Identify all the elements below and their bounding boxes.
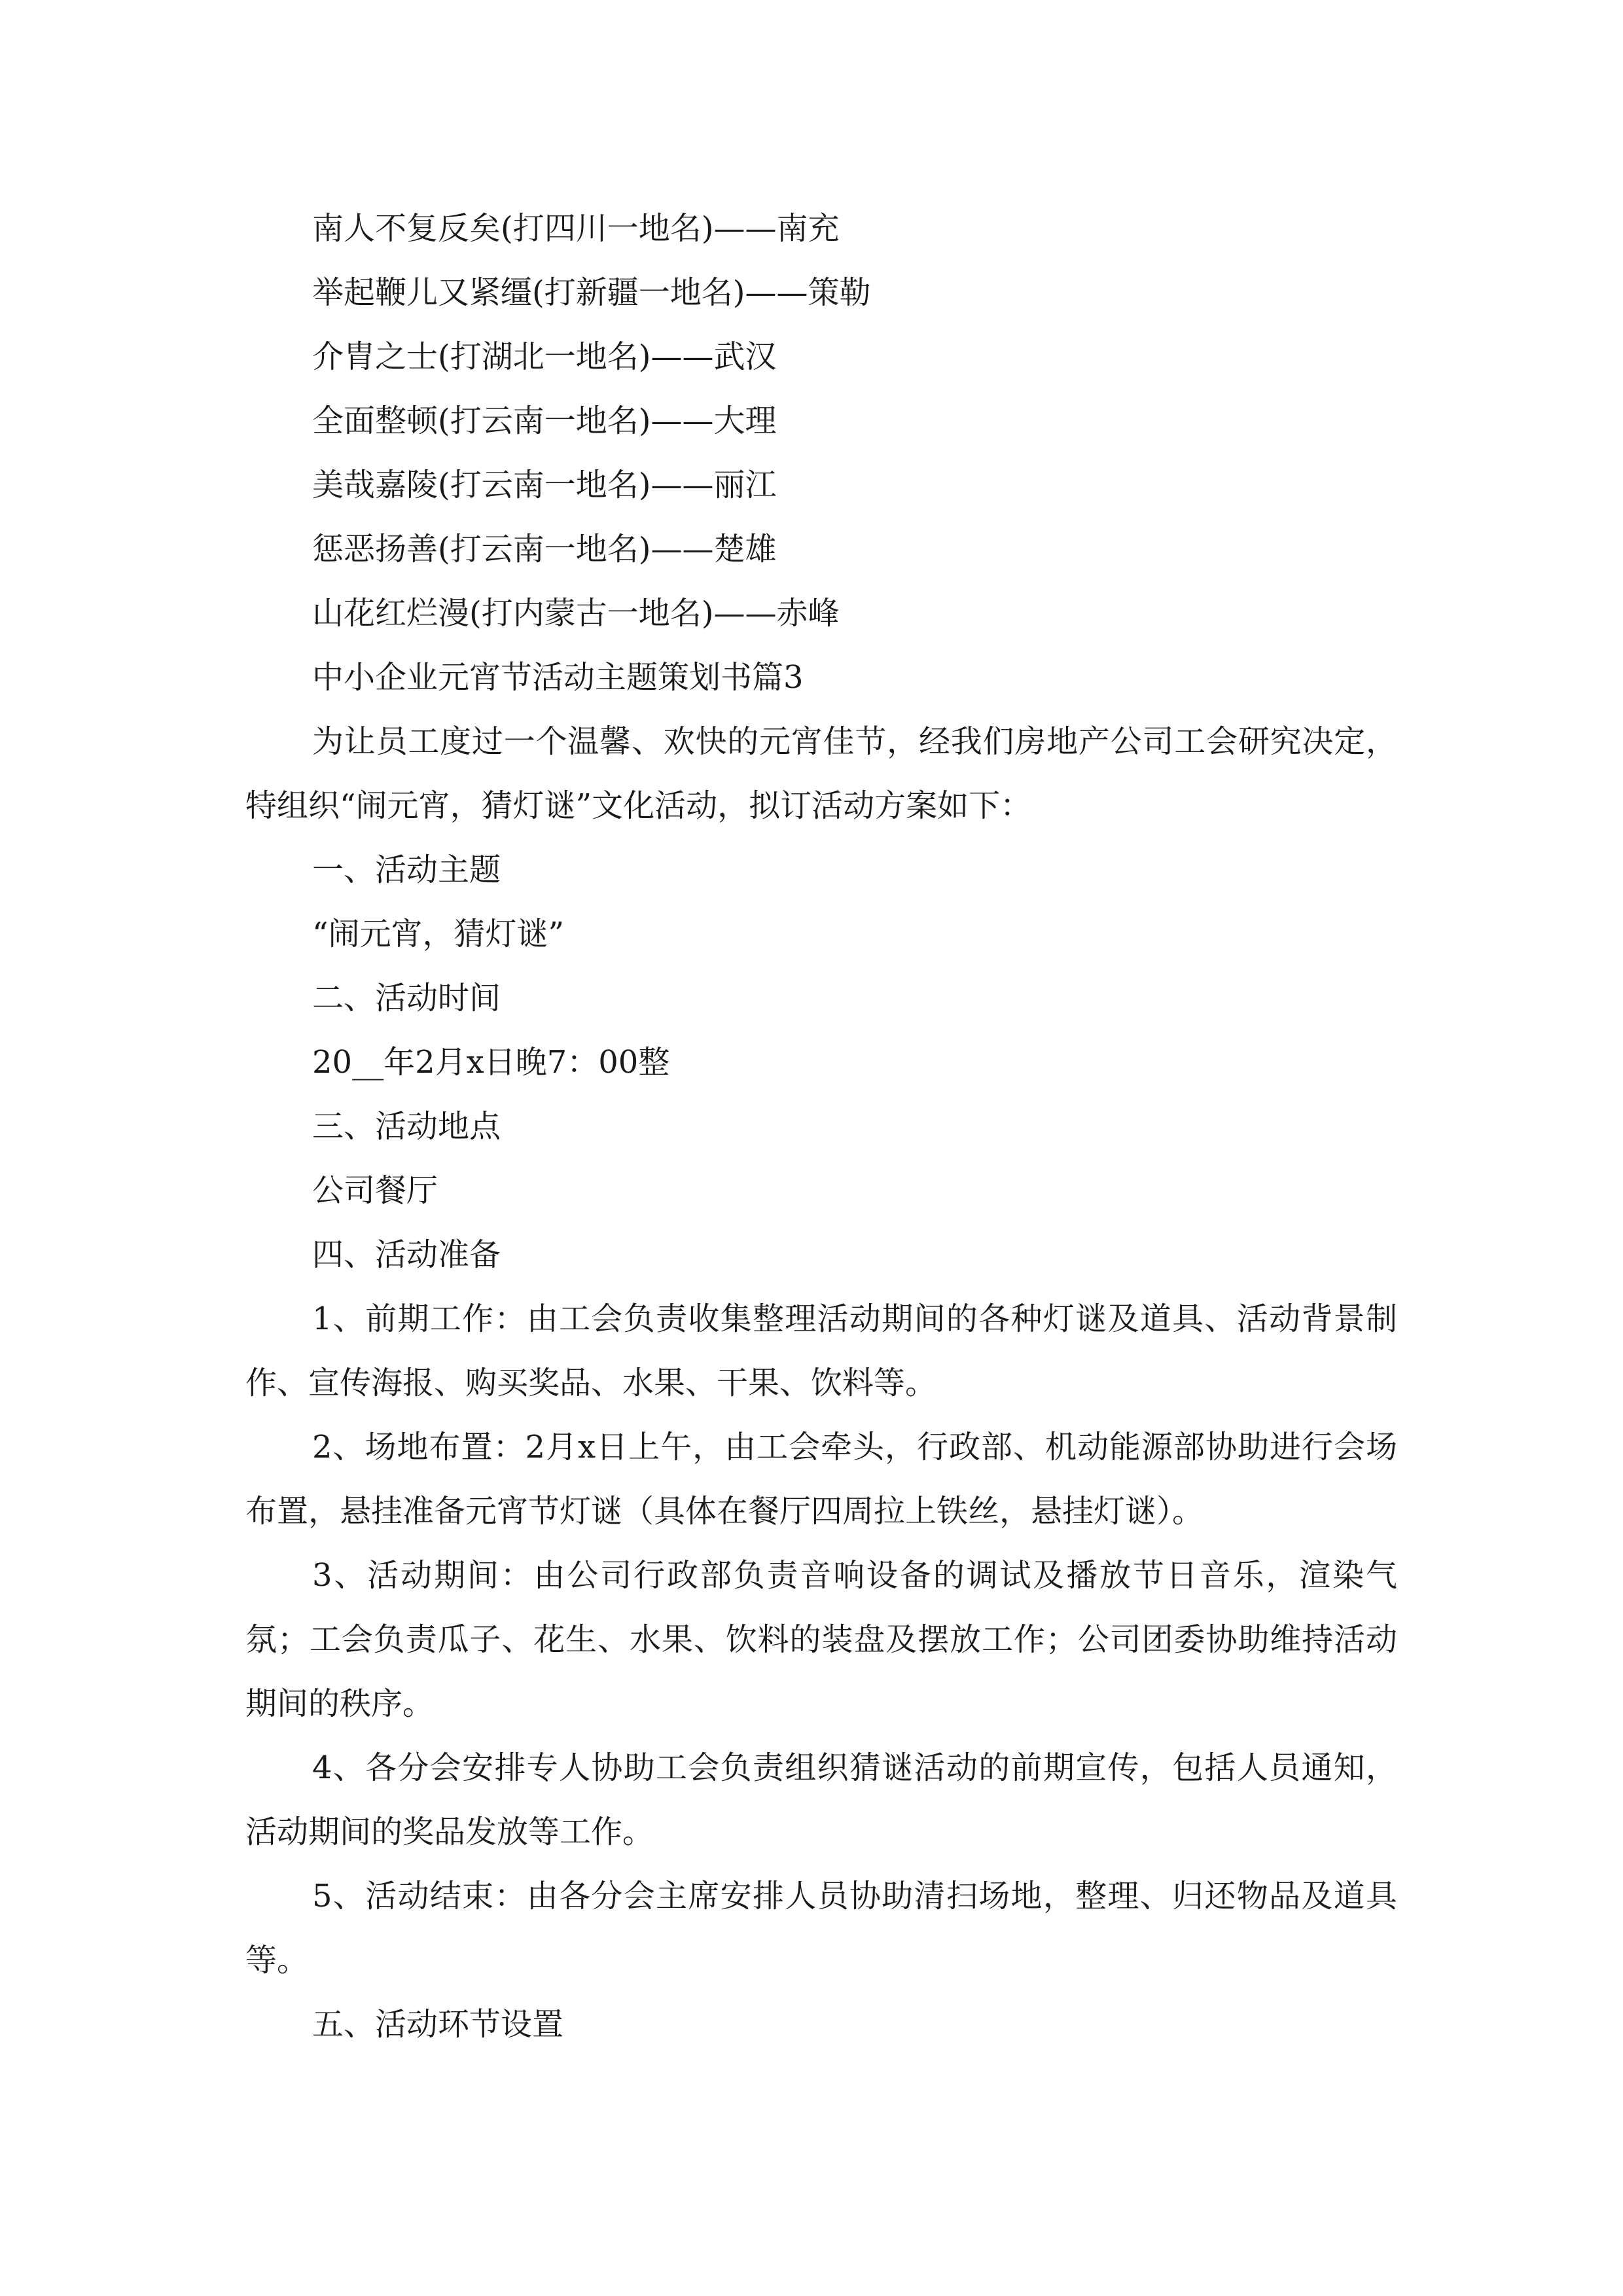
prep-heading: 四、活动准备 [312, 1236, 501, 1273]
prep-item: 1、前期工作：由工会负责收集整理活动期间的各种灯谜及道具、活动背景制作、宣传海报、购买奖品、水果、干果、饮料等。 [245, 1300, 1397, 1401]
theme-heading: 一、活动主题 [312, 852, 501, 888]
setup-heading: 五、活动环节设置 [312, 2006, 564, 2043]
riddle-line: 南人不复反矣(打四川一地名)——南充 [312, 210, 840, 247]
riddle-line: 美哉嘉陵(打云南一地名)——丽江 [312, 467, 777, 503]
section-title: 中小企业元宵节活动主题策划书篇3 [312, 659, 804, 696]
riddle-line: 惩恶扬善(打云南一地名)——楚雄 [312, 531, 777, 567]
time-heading: 二、活动时间 [312, 980, 501, 1016]
riddle-line: 举起鞭儿又紧缰(打新疆一地名)——策勒 [312, 274, 871, 311]
time-value: 20__年2月x日晚7：00整 [312, 1044, 670, 1081]
intro-paragraph: 为让员工度过一个温馨、欢快的元宵佳节，经我们房地产公司工会研究决定，特组织“闹元宵，猜灯谜”文化活动，拟订活动方案如下： [245, 723, 1397, 824]
place-heading: 三、活动地点 [312, 1108, 501, 1145]
riddle-line: 山花红烂漫(打内蒙古一地名)——赤峰 [312, 595, 840, 632]
prep-item: 4、各分会安排专人协助工会负责组织猜谜活动的前期宣传，包括人员通知，活动期间的奖品发放等工作。 [245, 1749, 1397, 1850]
theme-value: “闹元宵，猜灯谜” [312, 916, 565, 952]
prep-item: 3、活动期间：由公司行政部负责音响设备的调试及播放节日音乐，渲染气氛；工会负责瓜子、花生、水果、饮料的装盘及摆放工作；公司团委协助维持活动期间的秩序。 [245, 1557, 1397, 1722]
place-value: 公司餐厅 [312, 1172, 438, 1209]
prep-item: 2、场地布置：2月x日上午，由工会牵头，行政部、机动能源部协助进行会场布置，悬挂准备元宵节灯谜（具体在餐厅四周拉上铁丝，悬挂灯谜）。 [245, 1429, 1397, 1530]
prep-item: 5、活动结束：由各分会主席安排人员协助清扫场地，整理、归还物品及道具等。 [245, 1878, 1397, 1979]
document-body [245, 196, 1397, 2056]
riddle-line: 介胄之士(打湖北一地名)——武汉 [312, 338, 777, 375]
riddle-line: 全面整顿(打云南一地名)——大理 [312, 403, 777, 439]
